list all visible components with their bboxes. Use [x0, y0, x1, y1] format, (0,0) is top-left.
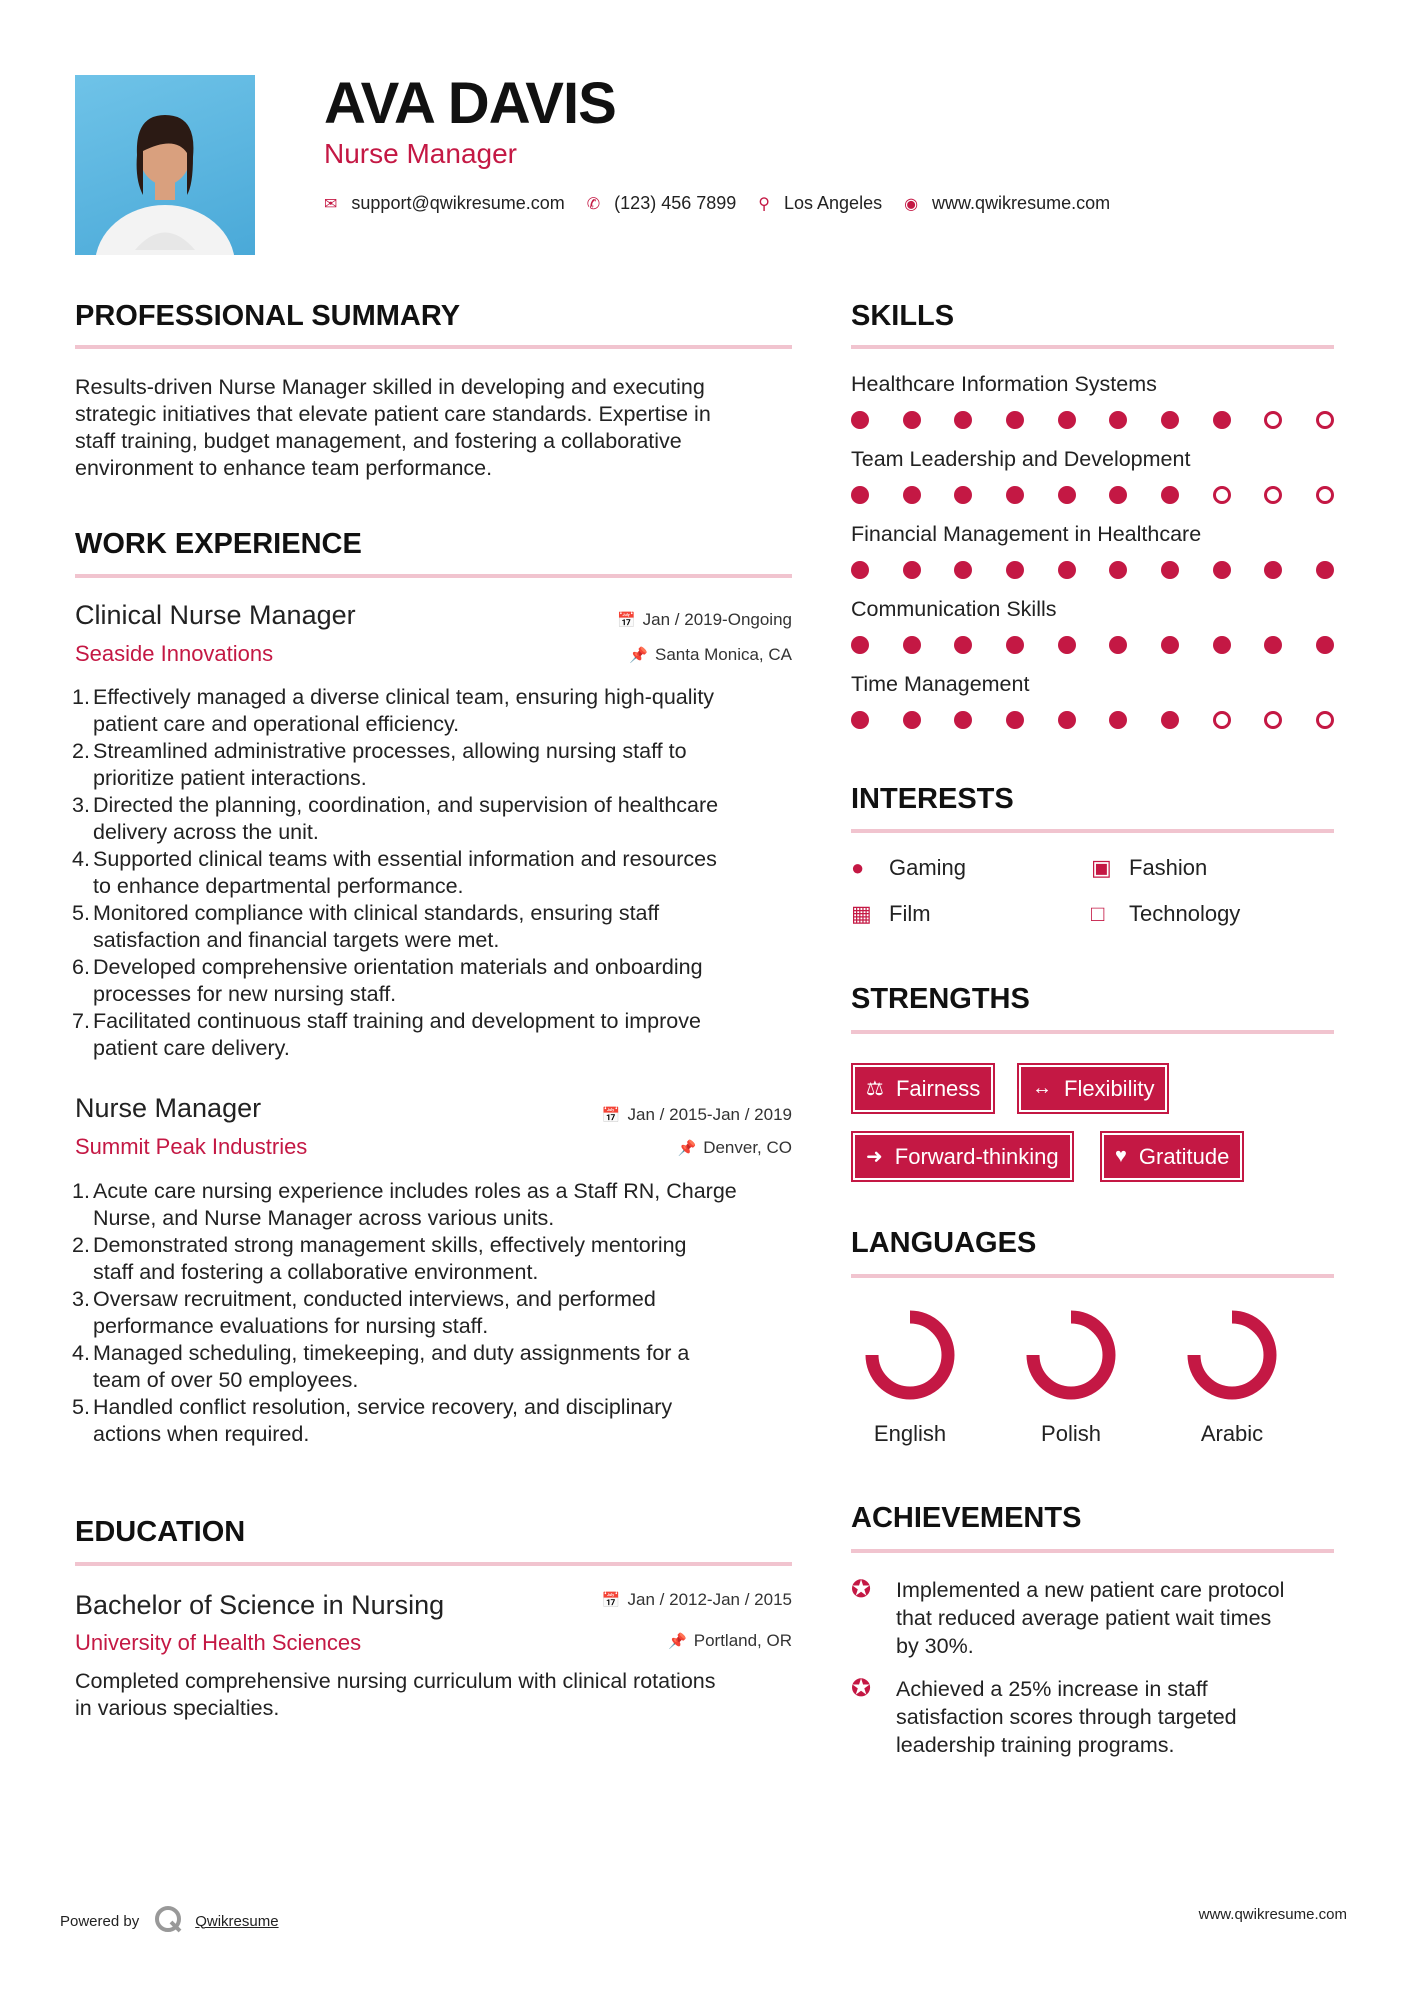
interest-label: Fashion	[1129, 855, 1208, 880]
rating-dot-filled	[851, 411, 869, 429]
rating-dot-filled	[954, 711, 972, 729]
list-item: 5. Handled conflict resolution, service recovery, and disciplinary actions when required.	[72, 1395, 673, 1446]
rating-dot-filled	[1058, 711, 1076, 729]
language-gauge	[860, 1305, 960, 1405]
work-heading: WORK EXPERIENCE	[75, 528, 362, 560]
strength-label: Fairness	[895, 1075, 981, 1101]
rating-dot-filled	[903, 636, 921, 654]
language-gauge-arc	[1033, 1317, 1109, 1393]
education-location-text: Portland, OR	[693, 1631, 792, 1650]
map-pin-icon: ⚲	[758, 195, 770, 213]
rating-dot-filled	[954, 561, 972, 579]
summary-line: environment to enhance team performance.	[75, 456, 493, 480]
contact-bar	[324, 193, 1132, 214]
skill-name: Team Leadership and Development	[851, 447, 1191, 471]
list-item: 6. Developed comprehensive orientation materials and onboarding processes for new nursing staff.	[72, 955, 703, 1006]
rating-dot-filled	[1161, 636, 1179, 654]
rating-dot-filled	[1006, 711, 1024, 729]
rating-dot-empty	[1316, 486, 1334, 504]
contact-phone[interactable]: (123) 456 7899	[614, 193, 737, 213]
gamepad-icon: ●	[851, 855, 865, 880]
rating-dot-filled	[1006, 561, 1024, 579]
rating-dot-filled	[1109, 636, 1127, 654]
divider	[851, 345, 1334, 349]
languages-list	[845, 1305, 1297, 1447]
interest-technology	[1091, 901, 1240, 927]
rating-dot-filled	[903, 486, 921, 504]
skills-list	[851, 372, 1334, 747]
rating-dot-filled	[851, 636, 869, 654]
summary-heading: PROFESSIONAL SUMMARY	[75, 300, 461, 332]
list-item: 1. Effectively managed a diverse clinical team, ensuring high-quality patient care and operational efficiency.	[72, 685, 715, 736]
skill-name: Financial Management in Healthcare	[851, 522, 1202, 546]
phone-icon: ✆	[586, 195, 601, 213]
interests-heading: INTERESTS	[851, 783, 1014, 815]
laptop-icon: □	[1091, 901, 1105, 926]
contact-email[interactable]: support@qwikresume.com	[351, 193, 565, 213]
job-location	[678, 1138, 793, 1158]
skill-item	[851, 447, 1334, 522]
interest-label: Film	[889, 901, 931, 926]
interest-gaming	[851, 855, 966, 881]
globe-icon: ◉	[904, 195, 919, 213]
degree-title: Bachelor of Science in Nursing	[75, 1590, 445, 1620]
rating-dot-empty	[1213, 711, 1231, 729]
language-item	[845, 1305, 975, 1447]
interest-label: Technology	[1129, 901, 1241, 926]
rating-dot-empty	[1316, 411, 1334, 429]
skill-item	[851, 372, 1334, 447]
list-item: 3. Oversaw recruitment, conducted interviews, and performed performance evaluations for nursing staff.	[72, 1287, 656, 1338]
profile-photo	[75, 75, 255, 255]
summary-line: strategic initiatives that elevate patient care standards. Expertise in	[75, 402, 711, 426]
rating-dot-filled	[1213, 411, 1231, 429]
job-dates-text: Jan / 2015-Jan / 2019	[627, 1105, 792, 1124]
pin-icon: 📌	[668, 1633, 687, 1650]
qwikresume-logo-icon	[153, 1904, 183, 1938]
interest-film	[851, 901, 931, 927]
envelope-icon: ✉	[324, 195, 338, 213]
rating-dot-empty	[1264, 411, 1282, 429]
rating-dot-filled	[851, 561, 869, 579]
list-item: 2. Streamlined administrative processes, allowing nursing staff to prioritize patient interactions.	[72, 739, 687, 790]
strength-gratitude	[1100, 1131, 1244, 1182]
rating-dot-filled	[1161, 411, 1179, 429]
achievements-heading: ACHIEVEMENTS	[851, 1502, 1082, 1534]
divider	[851, 1549, 1334, 1553]
job-bullets	[72, 684, 795, 1062]
strengths-heading: STRENGTHS	[851, 983, 1030, 1015]
brand-link[interactable]: Qwikresume	[195, 1912, 279, 1930]
star-icon: ✪	[851, 1675, 872, 1702]
rating-dot-filled	[1058, 561, 1076, 579]
rating-dot-filled	[954, 486, 972, 504]
education-location	[668, 1631, 792, 1651]
calendar-icon: 📅	[616, 612, 636, 629]
heart-icon: ♥	[1115, 1145, 1127, 1167]
rating-dot-empty	[1213, 486, 1231, 504]
education-dates-text: Jan / 2012-Jan / 2015	[627, 1590, 792, 1609]
job-dates	[602, 1105, 792, 1125]
list-item: 2. Demonstrated strong management skills, effectively mentoring staff and fostering a collaborative environment.	[72, 1233, 687, 1284]
achievement-item	[851, 1576, 1341, 1660]
rating-dot-empty	[1264, 711, 1282, 729]
language-gauge-arc	[872, 1317, 948, 1393]
skill-name: Communication Skills	[851, 597, 1057, 621]
language-name: English	[873, 1421, 947, 1446]
strength-fairness	[851, 1063, 995, 1114]
strength-label: Flexibility	[1064, 1075, 1155, 1101]
job-dates	[617, 610, 792, 630]
calendar-icon: 📅	[601, 1592, 621, 1609]
divider	[75, 574, 792, 578]
powered-by-label: Powered by	[60, 1912, 140, 1930]
rating-dot-filled	[954, 636, 972, 654]
job-title: Clinical Nurse Manager	[75, 600, 356, 630]
shopping-bag-icon: ▣	[1091, 855, 1112, 880]
summary-line: staff training, budget management, and fostering a collaborative	[75, 429, 682, 453]
skill-rating	[851, 486, 1334, 504]
footer-website[interactable]: www.qwikresume.com	[1198, 1906, 1347, 1923]
list-item: 4. Supported clinical teams with essential information and resources to enhance departmental performance.	[72, 847, 717, 898]
summary-text	[75, 374, 792, 482]
rating-dot-empty	[1316, 711, 1334, 729]
rating-dot-empty	[1264, 486, 1282, 504]
list-item: 1. Acute care nursing experience includes roles as a Staff RN, Charge Nurse, and Nurse Manager across various units.	[72, 1179, 737, 1230]
rating-dot-filled	[1316, 636, 1334, 654]
skill-item	[851, 597, 1334, 672]
language-gauge-arc	[1194, 1317, 1270, 1393]
rating-dot-filled	[1109, 561, 1127, 579]
film-icon: ▦	[851, 901, 872, 926]
pin-icon: 📌	[629, 647, 648, 664]
list-item: 5. Monitored compliance with clinical standards, ensuring staff satisfaction and financial targets were met.	[72, 901, 660, 952]
job-bullets	[72, 1178, 795, 1448]
language-gauge	[1182, 1305, 1282, 1405]
achievement-text: Achieved a 25% increase in staff satisfaction scores through targeted leadership training programs.	[896, 1677, 1237, 1757]
rating-dot-filled	[1264, 561, 1282, 579]
rating-dot-filled	[1161, 486, 1179, 504]
skill-rating	[851, 711, 1334, 729]
language-item	[1167, 1305, 1297, 1447]
divider	[851, 1274, 1334, 1278]
strength-label: Forward-thinking	[894, 1143, 1059, 1169]
star-icon: ✪	[851, 1576, 872, 1603]
balance-scale-icon: ⚖	[866, 1078, 884, 1100]
education-heading: EDUCATION	[75, 1516, 246, 1548]
education-dates	[602, 1590, 792, 1610]
language-gauge	[1021, 1305, 1121, 1405]
strength-label: Gratitude	[1138, 1143, 1230, 1169]
list-item: 4. Managed scheduling, timekeeping, and duty assignments for a team of over 50 employees.	[72, 1341, 690, 1392]
calendar-icon: 📅	[601, 1107, 621, 1124]
rating-dot-filled	[1264, 636, 1282, 654]
rating-dot-filled	[1058, 486, 1076, 504]
rating-dot-filled	[1161, 561, 1179, 579]
job-location-text: Santa Monica, CA	[654, 645, 792, 664]
language-item	[1006, 1305, 1136, 1447]
job-dates-text: Jan / 2019-Ongoing	[642, 610, 792, 629]
candidate-role: Nurse Manager	[324, 138, 517, 169]
rating-dot-filled	[851, 711, 869, 729]
job-company: Seaside Innovations	[75, 641, 274, 666]
education-line: Completed comprehensive nursing curriculum with clinical rotations	[75, 1669, 716, 1693]
divider	[75, 1562, 792, 1566]
skills-heading: SKILLS	[851, 300, 955, 332]
rating-dot-filled	[1161, 711, 1179, 729]
divider	[851, 1030, 1334, 1034]
footer-powered-by	[60, 1904, 279, 1938]
rating-dot-filled	[1006, 486, 1024, 504]
divider	[851, 829, 1334, 833]
rating-dot-filled	[903, 711, 921, 729]
strength-forward-thinking	[851, 1131, 1074, 1182]
list-item: 3. Directed the planning, coordination, and supervision of healthcare delivery across the unit.	[72, 793, 719, 844]
arrow-right-icon: ➜	[866, 1146, 883, 1168]
rating-dot-filled	[1006, 636, 1024, 654]
rating-dot-filled	[1058, 411, 1076, 429]
list-item: 7. Facilitated continuous staff training and development to improve patient care delivery.	[72, 1009, 701, 1060]
arrows-horizontal-icon: ↔	[1032, 1077, 1052, 1099]
rating-dot-filled	[903, 561, 921, 579]
divider	[75, 345, 792, 349]
strength-flexibility	[1017, 1063, 1169, 1114]
rating-dot-filled	[1109, 486, 1127, 504]
skill-rating	[851, 561, 1334, 579]
school-name: University of Health Sciences	[75, 1630, 362, 1655]
pin-icon: 📌	[677, 1140, 697, 1157]
languages-heading: LANGUAGES	[851, 1227, 1037, 1259]
skill-name: Time Management	[851, 672, 1030, 696]
rating-dot-filled	[851, 486, 869, 504]
rating-dot-filled	[954, 411, 972, 429]
skill-name: Healthcare Information Systems	[851, 372, 1157, 396]
skill-item	[851, 522, 1334, 597]
interest-label: Gaming	[889, 855, 967, 880]
summary-line: Results-driven Nurse Manager skilled in developing and executing	[75, 375, 705, 399]
job-location-text: Denver, CO	[703, 1138, 792, 1157]
contact-website[interactable]: www.qwikresume.com	[932, 193, 1111, 213]
rating-dot-filled	[1109, 411, 1127, 429]
rating-dot-filled	[903, 411, 921, 429]
candidate-name: AVA DAVIS	[324, 71, 616, 136]
skill-item	[851, 672, 1334, 747]
education-description	[75, 1668, 795, 1722]
interest-fashion	[1091, 855, 1207, 881]
rating-dot-filled	[1213, 561, 1231, 579]
rating-dot-filled	[1213, 636, 1231, 654]
achievement-text: Implemented a new patient care protocol that reduced average patient wait times by 30%.	[896, 1578, 1285, 1658]
education-line: in various specialties.	[75, 1696, 280, 1720]
job-title: Nurse Manager	[75, 1093, 262, 1123]
rating-dot-filled	[1006, 411, 1024, 429]
rating-dot-filled	[1109, 711, 1127, 729]
language-name: Polish	[1041, 1421, 1101, 1446]
job-location	[629, 645, 792, 665]
contact-location: Los Angeles	[784, 193, 883, 213]
language-name: Arabic	[1200, 1421, 1264, 1446]
skill-rating	[851, 411, 1334, 429]
job-company: Summit Peak Industries	[75, 1134, 308, 1159]
rating-dot-filled	[1316, 561, 1334, 579]
rating-dot-filled	[1058, 636, 1076, 654]
skill-rating	[851, 636, 1334, 654]
achievement-item	[851, 1675, 1341, 1759]
